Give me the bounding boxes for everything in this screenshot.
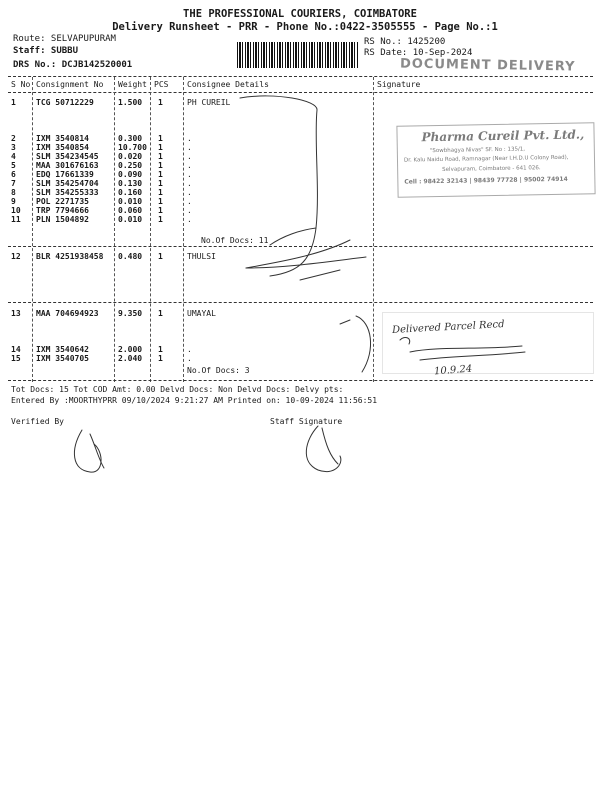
row-pcs: 1 (158, 134, 163, 143)
col-weight: Weight (118, 80, 147, 89)
row-weight: 1.500 (118, 98, 143, 107)
row-sno: 6 (11, 170, 16, 179)
row-weight: 0.060 (118, 206, 143, 215)
row-consignee: . (187, 143, 192, 152)
row-sno: 14 (11, 345, 21, 354)
row-weight: 0.300 (118, 134, 143, 143)
row-consignee: . (187, 188, 192, 197)
row-sno: 1 (11, 98, 16, 107)
row-pcs: 1 (158, 345, 163, 354)
staff-signature-label: Staff Signature (270, 417, 343, 426)
row-consignment: IXM 3540814 (36, 134, 89, 143)
row-pcs: 1 (158, 252, 163, 261)
row-sno: 3 (11, 143, 16, 152)
row-weight: 10.700 (118, 143, 147, 152)
row-consignment: SLM 354234545 (36, 152, 99, 161)
row-consignee: . (187, 152, 192, 161)
runsheet-subtitle: Delivery Runsheet - PRR - Phone No.:0422-3505555 - Page No.:1 (112, 21, 498, 33)
row-consignment: SLM 354255333 (36, 188, 99, 197)
stamp-line: Dr. Kalu Naidu Road, Ramnagar (Near I.H.D.U Colony Road), (403, 154, 569, 164)
row-pcs: 1 (158, 215, 163, 224)
row-consignment: PLN 1504892 (36, 215, 89, 224)
row-sno: 15 (11, 354, 21, 363)
row-weight: 2.040 (118, 354, 143, 363)
row-weight: 0.130 (118, 179, 143, 188)
row-consignment: SLM 354254704 (36, 179, 99, 188)
row-weight: 0.020 (118, 152, 143, 161)
drs-number: DRS No.: DCJB142520001 (13, 60, 133, 70)
row-consignment: POL 2271735 (36, 197, 89, 206)
row-pcs: 1 (158, 152, 163, 161)
row-weight: 2.000 (118, 345, 143, 354)
document-delivery-stamp: DOCUMENT DELIVERY (399, 56, 576, 75)
row-pcs: 1 (158, 309, 163, 318)
row-consignee: . (187, 215, 192, 224)
row-weight: 0.480 (118, 252, 143, 261)
col-sno: S No (11, 80, 31, 89)
row-pcs: 1 (158, 206, 163, 215)
row-consignment: IXM 3540642 (36, 345, 89, 354)
handwritten-delivered-note: Delivered Parcel Recd (391, 319, 505, 336)
row-consignment: MAA 704694923 (36, 309, 99, 318)
row-consignee: . (187, 197, 192, 206)
row-pcs: 1 (158, 188, 163, 197)
row-consignee: UMAYAL (187, 309, 216, 318)
stamp-line: "Sowbhagya Nivas" SF. No : 135/1, (429, 146, 526, 155)
row-consignment: IXM 3540854 (36, 143, 89, 152)
col-consignee: Consignee Details (187, 80, 269, 89)
row-consignee: . (187, 179, 192, 188)
row-weight: 0.010 (118, 215, 143, 224)
row-sno: 8 (11, 188, 16, 197)
route-label: Route: SELVAPUPURAM (13, 34, 116, 44)
row-sno: 12 (11, 252, 21, 261)
row-sno: 7 (11, 179, 16, 188)
row-pcs: 1 (158, 98, 163, 107)
row-consignment: BLR 4251938458 (36, 252, 104, 261)
handwritten-date: 10.9.24 (433, 363, 473, 378)
row-pcs: 1 (158, 197, 163, 206)
col-pcs: PCS (154, 80, 169, 89)
row-consignee: . (187, 134, 192, 143)
totals-line: Tot Docs: 15 Tot COD Amt: 0.00 Delvd Docs: Non Delvd Docs: Delvy pts: (11, 385, 344, 394)
row-consignment: EDQ 17661339 (36, 170, 94, 179)
row-weight: 0.250 (118, 161, 143, 170)
row-sno: 2 (11, 134, 16, 143)
row-consignment: TCG 50712229 (36, 98, 94, 107)
row-consignment: MAA 301676163 (36, 161, 99, 170)
entered-by-line: Entered By :MOORTHYPRR 09/10/2024 9:21:27 AM Printed on: 10-09-2024 11:56:51 (11, 396, 378, 405)
row-consignee: . (187, 170, 192, 179)
row-weight: 9.350 (118, 309, 143, 318)
row-pcs: 1 (158, 179, 163, 188)
docs-count-note: No.Of Docs: 11 (201, 236, 269, 245)
row-sno: 5 (11, 161, 16, 170)
stamp-line: Selvapuram, Coimbatore - 641 026. (442, 165, 541, 173)
stamp-line: Cell : 98422 32143 | 98439 77728 | 95002 74914 (404, 175, 568, 186)
rs-number: RS No.: 1425200 (364, 37, 446, 47)
staff-label: Staff: SUBBU (13, 46, 79, 56)
row-consignee: . (187, 206, 192, 215)
rs-date: RS Date: 10-Sep-2024 (364, 48, 473, 58)
col-signature: Signature (377, 80, 421, 89)
row-consignee: PH CUREIL (187, 98, 231, 107)
verified-by-label: Verified By (11, 417, 64, 426)
row-sno: 11 (11, 215, 21, 224)
row-sno: 13 (11, 309, 21, 318)
row-pcs: 1 (158, 143, 163, 152)
row-pcs: 1 (158, 170, 163, 179)
row-pcs: 1 (158, 354, 163, 363)
row-sno: 10 (11, 206, 21, 215)
row-consignee: . (187, 345, 192, 354)
row-consignment: TRP 7794666 (36, 206, 89, 215)
stamp-company-name: Pharma Cureil Pvt. Ltd., (421, 127, 585, 145)
row-weight: 0.010 (118, 197, 143, 206)
row-sno: 9 (11, 197, 16, 206)
row-sno: 4 (11, 152, 16, 161)
row-consignee: . (187, 161, 192, 170)
company-title: THE PROFESSIONAL COURIERS, COIMBATORE (183, 8, 417, 20)
row-consignee: . (187, 354, 192, 363)
row-weight: 0.160 (118, 188, 143, 197)
col-consignment: Consignment No (36, 80, 104, 89)
row-consignment: IXM 3540705 (36, 354, 89, 363)
docs-count-note: No.Of Docs: 3 (187, 366, 250, 375)
row-consignee: THULSI (187, 252, 216, 261)
row-pcs: 1 (158, 161, 163, 170)
row-weight: 0.090 (118, 170, 143, 179)
